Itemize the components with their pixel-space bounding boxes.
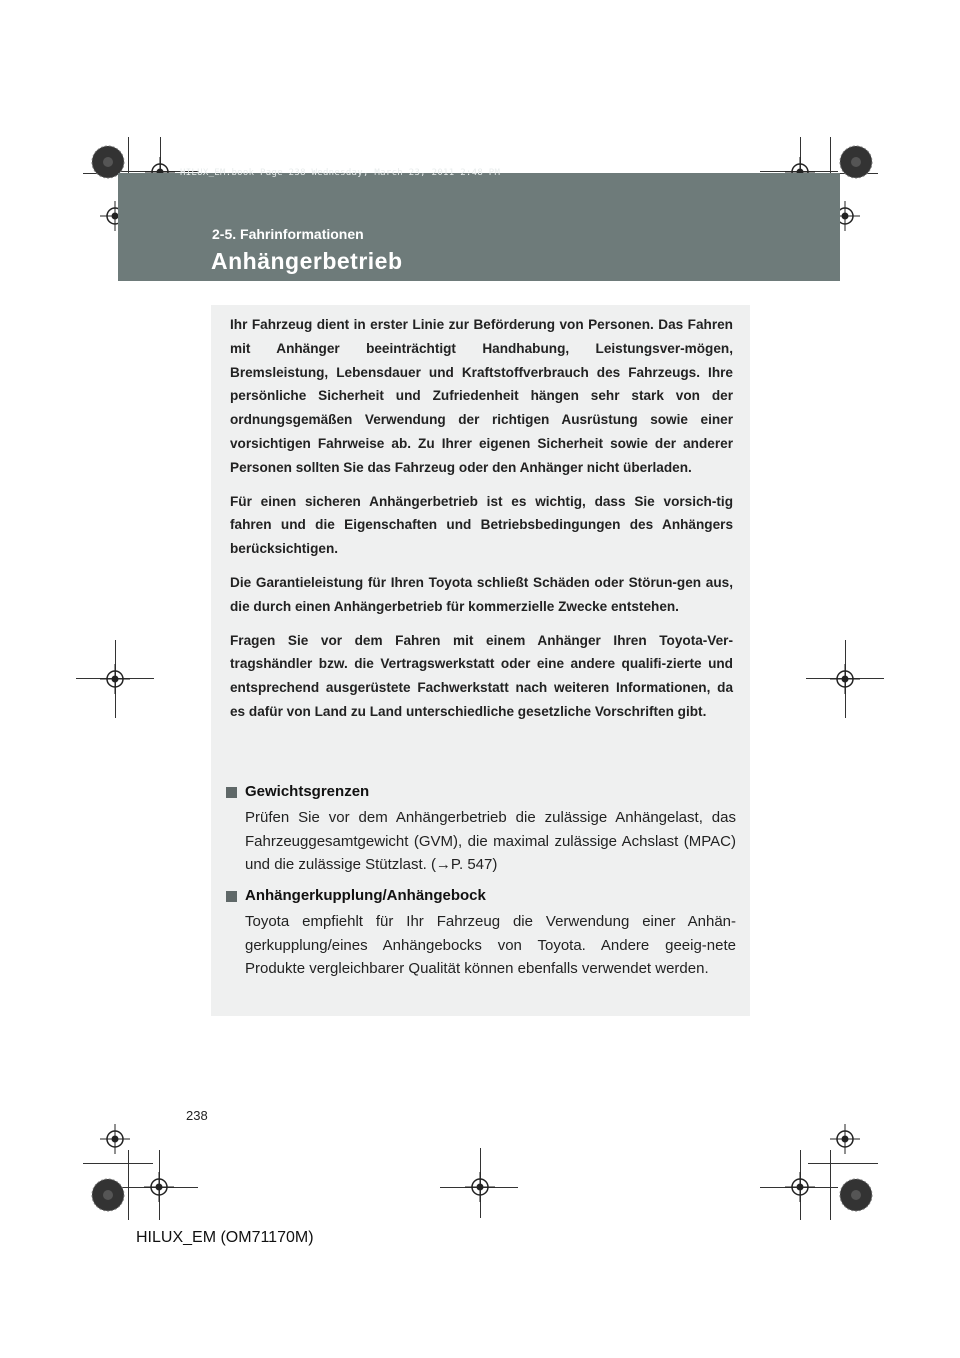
registration-mark-icon [144,1172,174,1202]
registration-mark-icon [830,664,860,694]
section-body: Prüfen Sie vor dem Anhängerbetrieb die zulässige Anhängelast, das Fahrzeuggesamtgewicht (GVM), die maximal zulässige Achslast (MPAC) und die zulässige Stützlast. (→P. 547) [245,809,736,873]
intro-paragraph: Für einen sicheren Anhängerbetrieb ist es wichtig, dass Sie vorsich-tig fahren und die Eigenschaften und Betriebsbedingungen des Anhängers berücksichtigen. [230,493,733,557]
crop-mark [83,1163,153,1164]
print-info: HILUX_EM.book Page 238 Wednesday, March 23, 2011 2:48 PM [180,168,501,178]
registration-mark-icon [100,664,130,694]
intro-paragraph: Fragen Sie vor dem Fahren mit einem Anhänger Ihren Toyota-Ver-tragshändler bzw. die Vertragswerkstatt oder eine andere qualifi-zierte und entsprechend ausgerüstete Fachwerkstatt nach weiteren Informationen, da es dafür von Land zu Land unterschiedliche gesetzliche Vorschriften gibt. [230,632,733,719]
color-target-icon [838,144,874,180]
section-title: Gewichtsgrenzen [245,783,370,800]
page-title: Anhängerbetrieb [211,248,403,274]
crop-mark [128,1150,129,1220]
intro-paragraph: Ihr Fahrzeug dient in erster Linie zur Beförderung von Personen. Das Fahren mit Anhänger beeinträchtigt Handhabung, Leistungsver-mögen, Bremsleistung, Lebensdauer und Kraftstoffverbrauch des Fahrzeugs. Ihre persönliche Sicherheit und Zufriedenheit hängen sehr stark von der ordnungsgemäßen Verwendung der richtigen Ausrüstung sowie einer vorsichtigen Fahrweise ab. Zu Ihrer eigenen Sicherheit sowie der anderer Personen sollten Sie das Fahrzeug oder den Anhänger nicht überladen. [230,317,733,475]
page-number: 238 [186,1108,208,1123]
registration-mark-icon [100,1124,130,1154]
registration-mark-icon [465,1172,495,1202]
color-target-icon [90,1177,126,1213]
intro-paragraph: Die Garantieleistung für Ihren Toyota schließt Schäden oder Störun-gen aus, die durch einen Anhängerbetrieb für kommerzielle Zwecke entstehen. [230,574,733,614]
square-bullet-icon [226,787,237,798]
crop-mark [808,1163,878,1164]
square-bullet-icon [226,891,237,902]
section-body: Toyota empfiehlt für Ihr Fahrzeug die Verwendung einer Anhän-gerkupplung/eines Anhängebocks von Toyota. Andere geeig-nete Produkte vergleichbarer Qualität können ebenfalls verwendet werden. [245,913,736,977]
registration-mark-icon [830,1124,860,1154]
content-panel [211,305,750,1016]
intro-text [230,313,733,734]
section-hitch [226,885,736,981]
crop-mark [830,1150,831,1220]
color-target-icon [838,1177,874,1213]
section-title: Anhängerkupplung/Anhängebock [245,887,486,904]
registration-mark-icon [785,1172,815,1202]
section-label: 2-5. Fahrinformationen [212,226,364,242]
section-weight-limits [226,781,736,877]
footer-doc-id: HILUX_EM (OM71170M) [136,1229,314,1246]
